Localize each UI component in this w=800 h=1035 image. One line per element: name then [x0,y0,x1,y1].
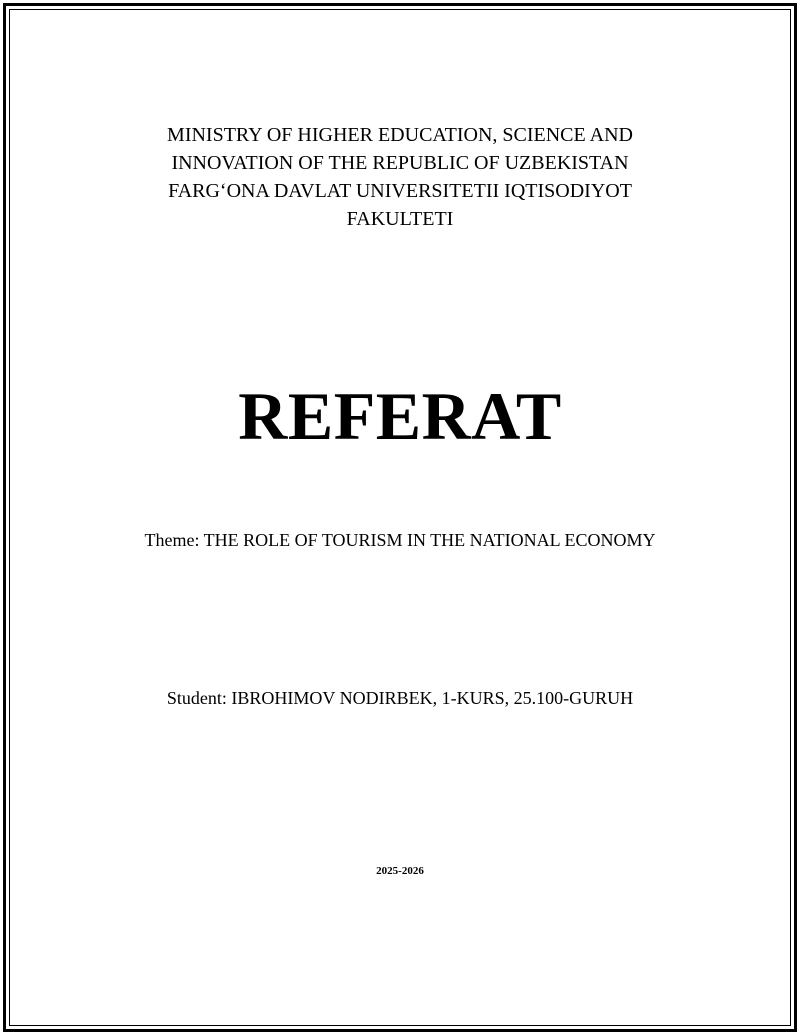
institution-header [0,121,800,233]
academic-year: 2025-2026 [376,865,424,877]
document-title: REFERAT [238,378,562,454]
student-line: Student: IBROHIMOV NODIRBEK, 1-KURS, 25.100-GURUH [166,688,634,708]
institution-line: MINISTRY OF HIGHER EDUCATION, SCIENCE AND [167,124,633,146]
institution-line: INNOVATION OF THE REPUBLIC OF UZBEKISTAN [171,152,629,174]
institution-line: FARG‘ONA DAVLAT UNIVERSITETII IQTISODIYOT [168,180,632,202]
institution-line: FAKULTETI [346,208,454,230]
theme-line: Theme: THE ROLE OF TOURISM IN THE NATIONAL ECONOMY [144,530,656,550]
